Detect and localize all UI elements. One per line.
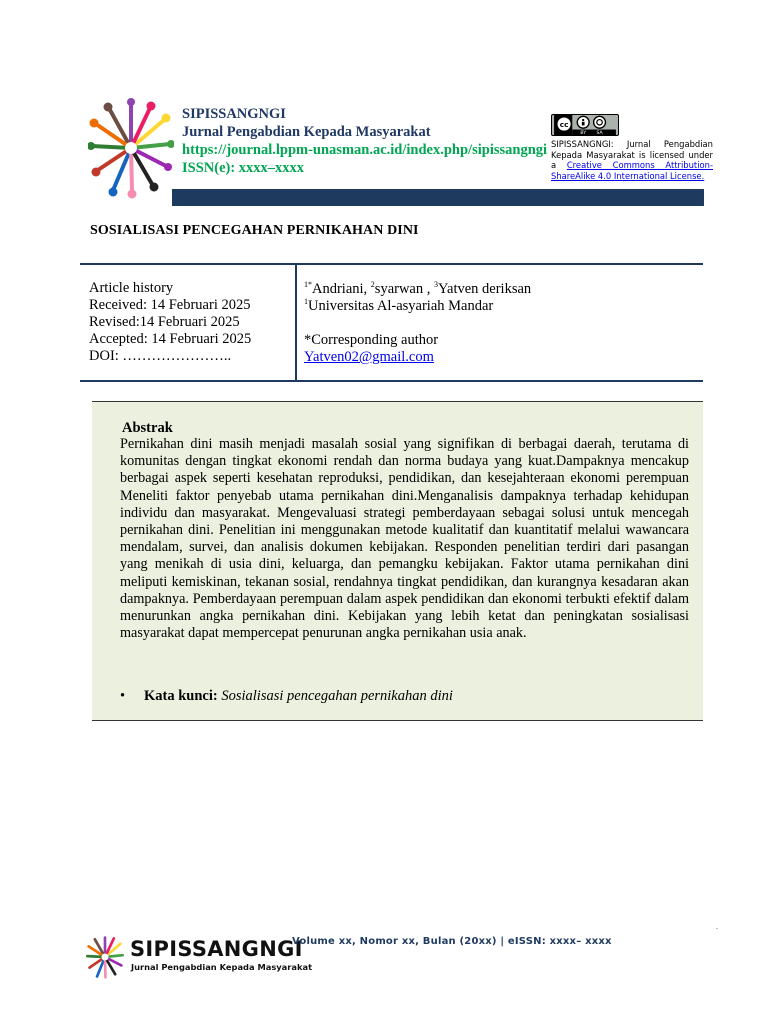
author3-sup: 3 [434, 280, 438, 290]
abstract-box [92, 401, 703, 721]
sa-icon [594, 116, 606, 128]
footer-volume: Volume xx, Nomor xx, Bulan (20xx) | eISSN: xxxx– xxxx [292, 936, 612, 947]
author1: Andriani, [312, 281, 371, 297]
author3: Yatven deriksan [438, 281, 532, 297]
sa-label: SA [596, 131, 603, 136]
doi: DOI: ………………….. [89, 348, 232, 364]
paper-title: SOSIALISASI PENCEGAHAN PERNIKAHAN DINI [90, 223, 419, 238]
abstract-text: Pernikahan dini masih menjadi masalah sosial yang signifikan di berbagai daerah, terutama di komunitas dengan tingkat ekonomi rendah dan norma budaya yang kuat.Dampaknya mencakup berbagai aspek seperti kesehatan reproduksi, pendidikan, dan kesejahteraan ekonomi perempuan Meneliti faktor penyebab utama pernikahan dini.Menganalisis dampaknya terhadap kehidupan individu dan masyarakat. Mengevaluasi strategi pemberdayaan sebagai solusi untuk mencegah pernikahan dini. Penelitian ini menggunakan metode kualitatif dan kuantitatif melalui wawancara mendalam, survei, dan analisis dokumen kebijakan. Responden penelitian terdiri dari pasangan yang menikah di usia dini, keluarga, dan pemangku kebijakan. Faktor utama pernikahan dini meliputi kemiskinan, tekanan sosial, rendahnya tingkat pendidikan, dan kurangnya kesadaran akan dampaknya. Pemberdayaan perempuan dalam aspek pendidikan dan ekonomi terbukti efektif dalam menurunkan angka pernikahan dini. Kebijakan yang lebih ketat dan peningkatan sosialisasi masyarakat dapat mempercepat penurunan angka pernikahan usia anak. [120, 436, 689, 642]
abstract-heading: Abstrak [122, 420, 173, 436]
corresponding-label: *Corresponding author [304, 332, 439, 348]
bullet-icon: • [120, 688, 126, 704]
license-link[interactable]: Creative Commons Attribution-ShareAlike 4.0 International License. [551, 160, 713, 181]
author-list [304, 281, 531, 298]
header-bar [172, 189, 704, 206]
keywords-value: Sosialisasi pencegahan pernikahan dini [217, 688, 453, 704]
svg-text:cc: cc [559, 119, 569, 129]
license-prefix: SIPISSANGNGI: Jurnal Pengabdian Kepada Masyarakat is licensed under a [551, 139, 713, 170]
authors-block [304, 281, 531, 366]
footer-brand: SIPISSANGNGI [130, 937, 303, 961]
journal-logo [88, 96, 174, 200]
journal-issn: ISSN(e): xxxx–xxxx [182, 160, 305, 176]
affiliation [304, 298, 531, 315]
received-date: Received: 14 Februari 2025 [89, 297, 251, 313]
article-info-table [80, 263, 703, 382]
journal-name: Jurnal Pengabdian Kepada Masyarakat [182, 124, 431, 140]
footer-tagline: Jurnal Pengabdian Kepada Masyarakat [131, 962, 313, 972]
footer-logo [86, 934, 124, 980]
history-label: Article history [89, 280, 174, 296]
license-notice [551, 139, 713, 181]
corresponding-email-link[interactable]: Yatven02@gmail.com [304, 349, 434, 365]
affiliation-name: Universitas Al-asyariah Mandar [308, 298, 494, 314]
table-divider [295, 265, 297, 380]
cc-license-badge[interactable] [551, 114, 619, 136]
journal-code: SIPISSANGNGI [182, 106, 286, 122]
dot-mark: . [716, 922, 718, 931]
journal-url-link[interactable]: https://journal.lppm-unasman.ac.id/index.php/sipissangngi [182, 142, 548, 158]
journal-header [182, 105, 547, 177]
revised-date: Revised:14 Februari 2025 [89, 314, 240, 330]
author2: syarwan , [374, 281, 434, 297]
author1-sup: 1* [304, 280, 312, 290]
accepted-date: Accepted: 14 Februari 2025 [89, 331, 252, 347]
article-history [89, 280, 251, 365]
affiliation-sup: 1 [304, 297, 308, 307]
keywords-label: Kata kunci: [144, 688, 218, 704]
author2-sup: 2 [370, 280, 375, 290]
keywords [120, 688, 453, 705]
by-label: BY [580, 131, 587, 136]
